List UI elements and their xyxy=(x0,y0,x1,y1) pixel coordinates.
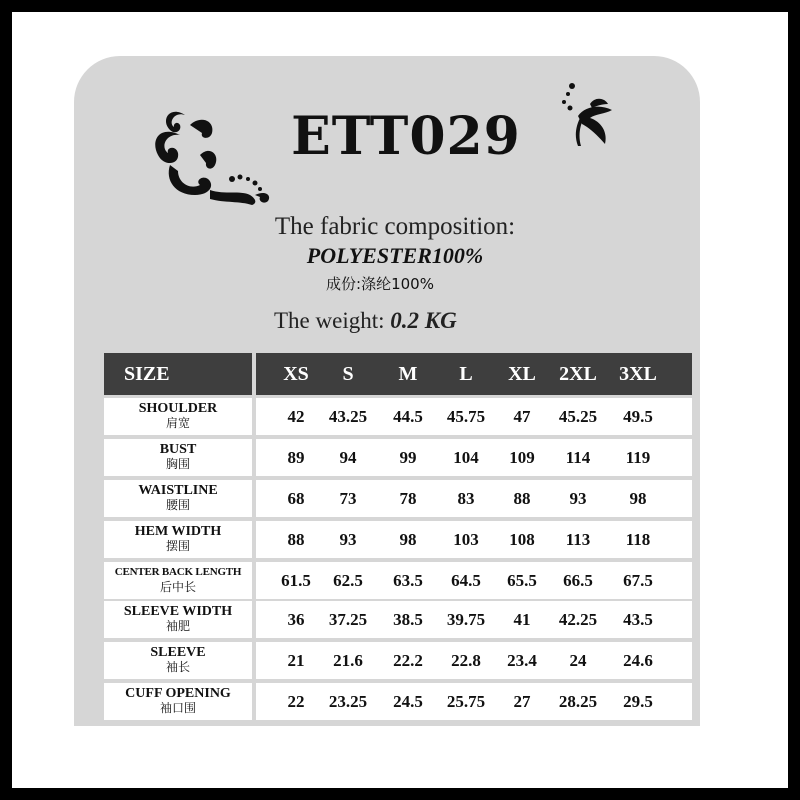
measurement-value: 66.5 xyxy=(563,571,593,590)
measurement-label xyxy=(104,601,252,638)
measurement-value: 42 xyxy=(287,407,305,426)
measurement-value: 64.5 xyxy=(451,571,481,590)
measurement-label xyxy=(104,683,252,720)
measurement-value: 24.5 xyxy=(393,692,423,711)
measurement-values-row xyxy=(256,683,692,720)
measurement-value: 68 xyxy=(287,489,305,508)
fabric-composition-chinese: 成份:涤纶100% xyxy=(326,275,434,293)
measurement-value: 73 xyxy=(339,489,357,508)
measurement-value: 109 xyxy=(509,448,535,467)
measurement-value: 29.5 xyxy=(623,692,653,711)
measurement-value: 39.75 xyxy=(446,610,486,629)
measurement-value: 98 xyxy=(629,489,647,508)
measurement-value: 47 xyxy=(513,407,531,426)
measurement-value: 61.5 xyxy=(281,571,311,590)
measurement-value: 43.5 xyxy=(623,610,653,629)
measurement-value: 78 xyxy=(399,489,417,508)
measurement-value: 23.4 xyxy=(507,651,537,670)
measurement-value: 21.6 xyxy=(333,651,363,670)
measurement-value: 89 xyxy=(287,448,305,467)
size-column-header: XL xyxy=(508,363,536,385)
measurement-value: 113 xyxy=(565,530,591,549)
measurement-value: 114 xyxy=(565,448,591,467)
measurement-value: 104 xyxy=(453,448,479,467)
measurement-value: 38.5 xyxy=(393,610,423,629)
measurement-values-row xyxy=(256,480,692,517)
size-column-header: L xyxy=(459,363,473,385)
measurement-name-en: WAISTLINE xyxy=(138,483,218,498)
measurement-values-row xyxy=(256,562,692,599)
measurement-value: 25.75 xyxy=(446,692,486,711)
measurement-value: 98 xyxy=(399,530,417,549)
measurement-name-en: CENTER BACK LENGTH xyxy=(114,566,242,578)
measurement-value: 27 xyxy=(513,692,531,711)
measurement-value: 23.25 xyxy=(328,692,368,711)
size-column-header: 2XL xyxy=(559,363,597,385)
measurement-value: 22.8 xyxy=(451,651,481,670)
measurement-name-cn: 腰围 xyxy=(165,498,190,512)
measurement-value: 45.75 xyxy=(446,407,486,426)
weight-label: The weight: xyxy=(274,308,385,333)
size-header-label: SIZE xyxy=(124,363,170,385)
size-header-cell xyxy=(104,353,252,395)
measurement-value: 88 xyxy=(287,530,305,549)
measurement-value: 45.25 xyxy=(558,407,598,426)
measurement-value: 37.25 xyxy=(328,610,368,629)
measurement-name-en: CUFF OPENING xyxy=(125,686,231,701)
measurement-values-row xyxy=(256,398,692,435)
measurement-value: 93 xyxy=(569,489,587,508)
measurement-value: 108 xyxy=(509,530,535,549)
measurement-value: 63.5 xyxy=(393,571,423,590)
measurement-label xyxy=(104,642,252,679)
measurement-name-en: SHOULDER xyxy=(138,401,218,416)
size-columns-header xyxy=(256,353,692,395)
measurement-name-cn: 肩宽 xyxy=(165,416,190,430)
measurement-label xyxy=(104,562,252,599)
measurement-value: 94 xyxy=(339,448,357,467)
size-column-header: S xyxy=(342,363,354,385)
measurement-name-cn: 后中长 xyxy=(159,580,196,594)
measurement-value: 24.6 xyxy=(623,651,653,670)
measurement-value: 21 xyxy=(287,651,305,670)
measurement-value: 22.2 xyxy=(393,651,423,670)
measurement-value: 24 xyxy=(569,651,587,670)
measurement-value: 103 xyxy=(453,530,479,549)
measurement-name-cn: 袖长 xyxy=(165,660,190,674)
measurement-value: 65.5 xyxy=(507,571,537,590)
measurement-label xyxy=(104,521,252,558)
measurement-name-cn: 袖肥 xyxy=(165,619,190,633)
measurement-value: 22 xyxy=(287,692,305,711)
measurement-values-row xyxy=(256,642,692,679)
measurement-name-en: SLEEVE xyxy=(150,645,206,660)
measurement-name-cn: 袖口围 xyxy=(159,701,196,715)
fabric-composition-value: POLYESTER100% xyxy=(306,243,484,268)
measurement-value: 88 xyxy=(513,489,531,508)
weight-value: 0.2 KG xyxy=(390,308,457,333)
measurement-value: 36 xyxy=(287,610,305,629)
measurement-value: 49.5 xyxy=(623,407,653,426)
measurement-label xyxy=(104,398,252,435)
measurement-name-en: BUST xyxy=(159,442,197,457)
measurement-name-en: SLEEVE WIDTH xyxy=(123,604,233,619)
measurement-name-en: HEM WIDTH xyxy=(134,524,222,539)
measurement-values-row xyxy=(256,439,692,476)
size-column-header: XS xyxy=(283,363,309,385)
measurement-value: 118 xyxy=(625,530,651,549)
measurement-value: 62.5 xyxy=(333,571,363,590)
fabric-composition-label: The fabric composition: xyxy=(274,213,516,240)
measurement-value: 119 xyxy=(625,448,651,467)
measurement-value: 93 xyxy=(339,530,357,549)
measurement-value: 43.25 xyxy=(328,407,368,426)
measurement-name-cn: 胸围 xyxy=(165,457,190,471)
measurement-value: 44.5 xyxy=(393,407,423,426)
measurement-values-row xyxy=(256,601,692,638)
product-code-title: ETT029 xyxy=(291,106,521,167)
measurement-label xyxy=(104,480,252,517)
measurement-value: 83 xyxy=(457,489,475,508)
measurement-value: 99 xyxy=(399,448,417,467)
measurement-value: 42.25 xyxy=(558,610,598,629)
measurement-name-cn: 摆围 xyxy=(165,539,190,553)
size-column-header: M xyxy=(398,363,418,385)
measurement-value: 28.25 xyxy=(558,692,598,711)
measurement-value: 41 xyxy=(513,610,531,629)
measurement-label xyxy=(104,439,252,476)
size-column-header: 3XL xyxy=(619,363,657,385)
measurement-values-row xyxy=(256,521,692,558)
weight-line xyxy=(274,308,457,334)
measurement-value: 67.5 xyxy=(623,571,653,590)
